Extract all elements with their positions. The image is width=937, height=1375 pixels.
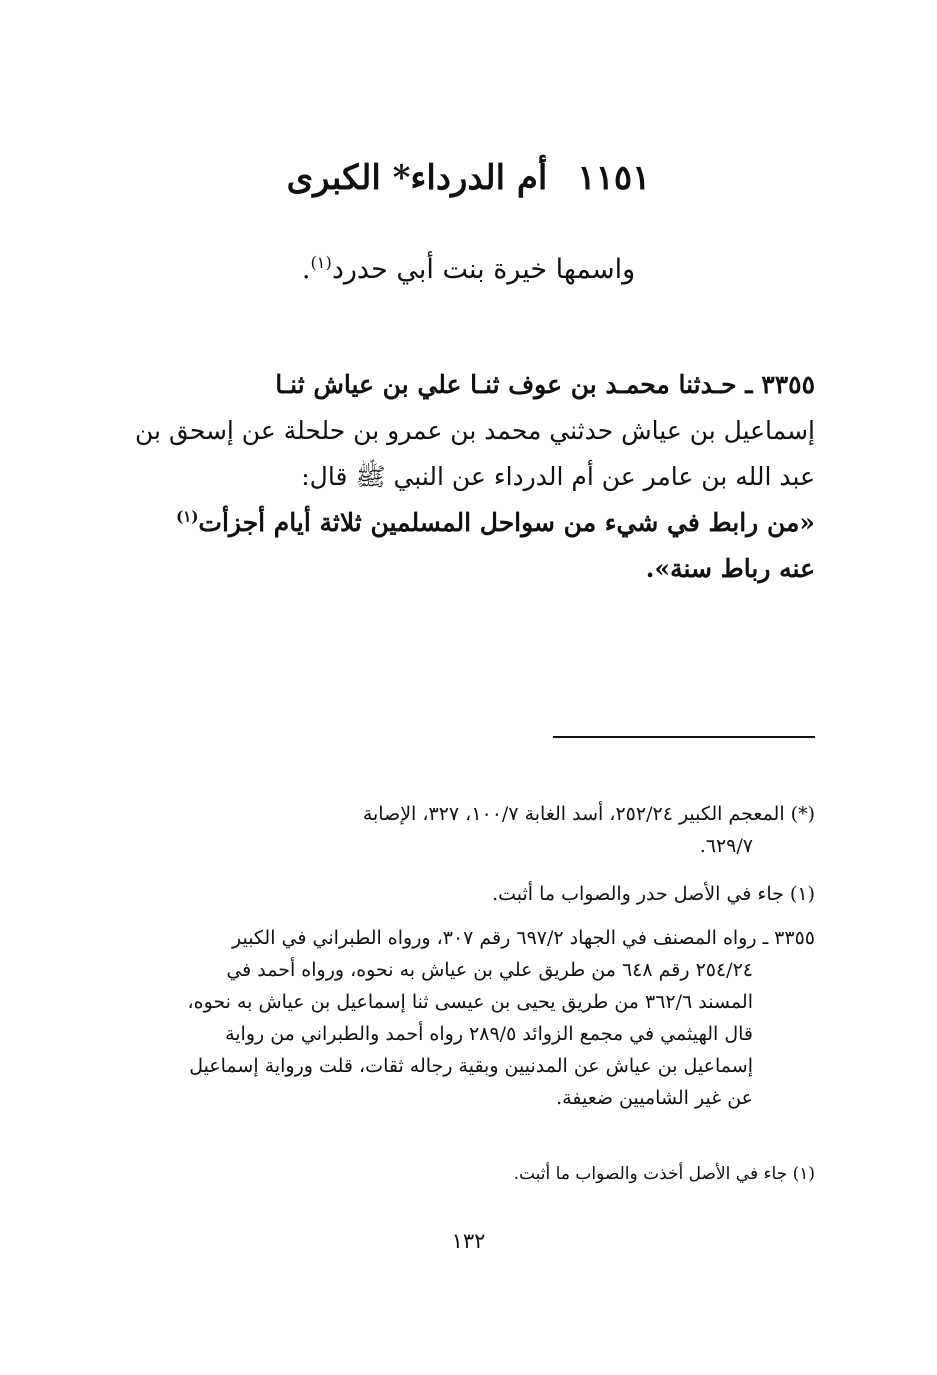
footnote-hadith-3355	[135, 922, 815, 1114]
footnote-ref: (١)	[310, 253, 332, 272]
entry-title: أم الدرداء* الكبرى	[286, 158, 548, 198]
hadith-chain-line: إسماعيل بن عياش حدثني محمد بن عمرو بن حلحلة عن إسحق بن	[135, 416, 815, 445]
subtitle-text: واسمها خيرة بنت أبي حدرد	[331, 254, 636, 285]
footnote-star	[135, 798, 815, 862]
footnote-line: عن غير الشاميين ضعيفة.	[556, 1087, 753, 1109]
footnote-line: ٣٣٥٥ ـ رواه المصنف في الجهاد ٦٩٧/٢ رقم ٣٠٧، ورواه الطبراني في الكبير	[231, 927, 815, 949]
subtitle-end: .	[301, 254, 311, 285]
footnote-line: (١) جاء في الأصل أخذت والصواب ما أثبت.	[513, 1164, 815, 1184]
footnote-line: ٢٥٤/٢٤ رقم ٦٤٨ من طريق علي بن عياش به نحوه، ورواه أحمد في	[226, 959, 753, 981]
hadith-text-line	[135, 500, 815, 546]
hadith-text: «من رابط في شيء من سواحل المسلمين ثلاثة أيام أجزأت	[198, 508, 815, 537]
footnote-line: المسند ٣٦٢/٦ من طريق يحيى بن عيسى ثنا إسماعيل بن عياش به نحوه،	[187, 991, 753, 1013]
footnote-line: إسماعيل بن عياش عن المدنيين وبقية رجاله ثقات، قلت ورواية إسماعيل	[189, 1055, 753, 1077]
footnote-line: (*) المعجم الكبير ٢٥٢/٢٤، أسد الغابة ١٠٠/٧، ٣٢٧، الإصابة	[362, 803, 815, 825]
page-number: ١٣٢	[451, 1229, 486, 1253]
footnote-hadith-1	[135, 1158, 815, 1190]
entry-number: ١١٥١	[577, 158, 651, 198]
entry-subtitle	[0, 254, 937, 285]
hadith-chain-head: ٣٣٥٥ ـ حـدثنا محمـد بن عوف ثنـا علي بن عياش ثنـا	[275, 370, 815, 399]
footnote-divider	[553, 736, 815, 738]
hadith-block	[135, 362, 815, 592]
hadith-text-line: عنه رباط سنة».	[645, 554, 815, 583]
footnote-line: ٦٢٩/٧.	[699, 835, 753, 857]
footnote-title-1	[135, 878, 815, 910]
entry-heading	[0, 158, 937, 198]
footnote-ref: (١)	[176, 507, 199, 526]
hadith-chain-line: عبد الله بن عامر عن أم الدرداء عن النبي ﷺ قال:	[301, 462, 815, 491]
footnote-line: (١) جاء في الأصل حدر والصواب ما أثبت.	[492, 883, 815, 905]
footnote-line: قال الهيثمي في مجمع الزوائد ٢٨٩/٥ رواه أحمد والطبراني من رواية	[225, 1023, 753, 1045]
